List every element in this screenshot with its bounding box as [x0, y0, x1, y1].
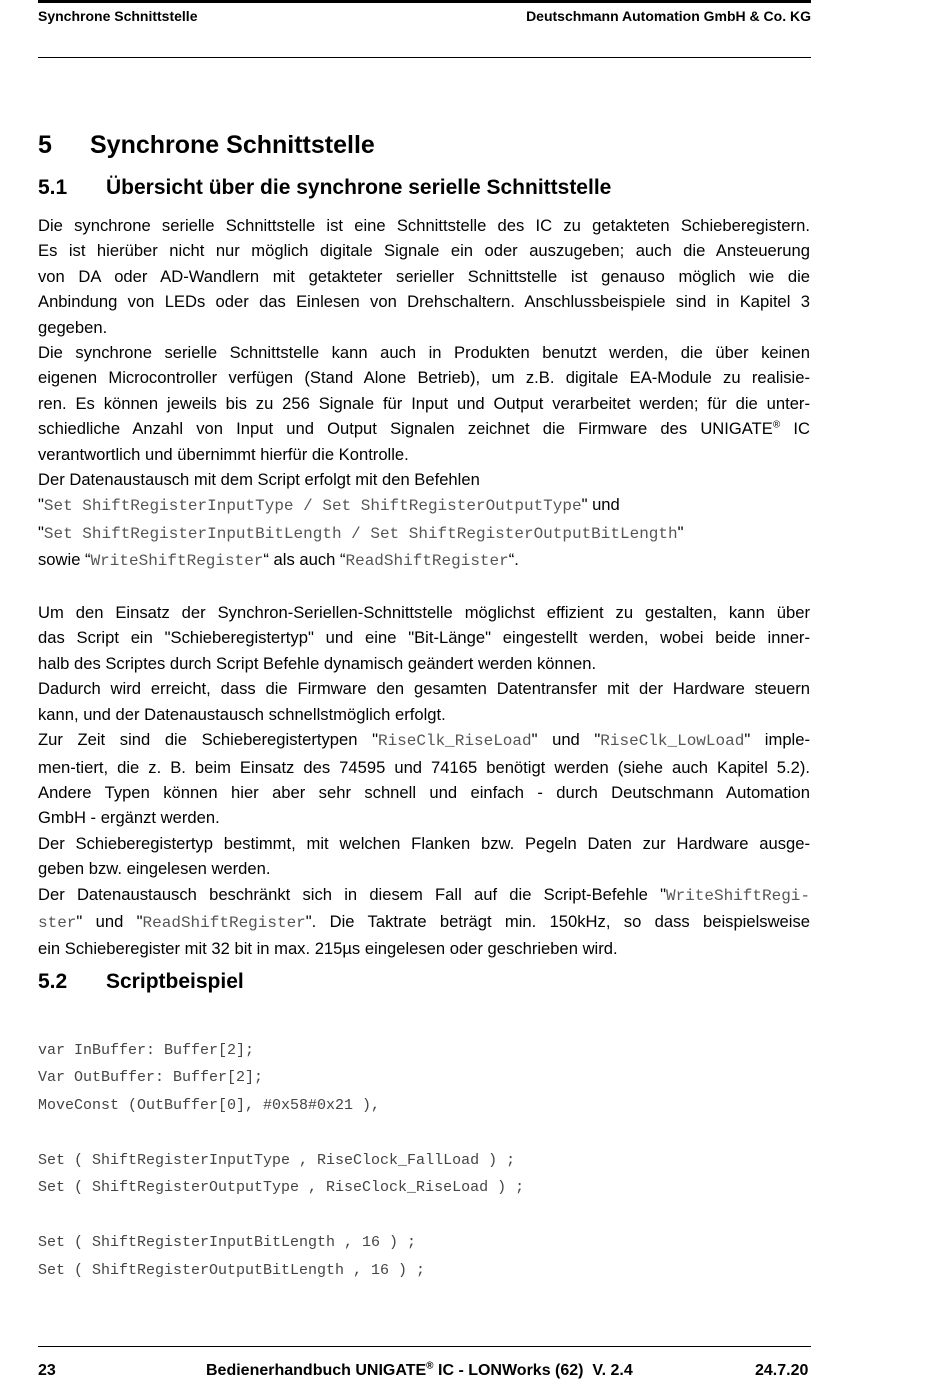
paragraph-line: von DA oder AD-Wandlern mit getakteter serieller Schnittstelle ist genauso möglich wie die	[38, 266, 810, 286]
header-top-bar	[38, 0, 811, 3]
paragraph-line: Der Datenaustausch mit dem Script erfolgt mit den Befehlen	[38, 470, 480, 490]
text-span: ". Die Taktrate beträgt min. 150kHz, so dass beispielsweise	[305, 911, 811, 931]
section-heading	[38, 131, 375, 160]
paragraph-line: verantwortlich und übernimmt hierfür die Kontrolle.	[38, 444, 409, 464]
text-span: Bedienerhandbuch UNIGATE	[206, 1362, 427, 1379]
inline-code: RiseClk_LowLoad	[600, 732, 745, 751]
paragraph-line	[38, 727, 810, 754]
paragraph-line: eigenen Microcontroller verfügen (Stand Alone Betrieb), um z.B. digitale EA-Module zu realisie-	[38, 368, 810, 388]
paragraph-line: ein Schieberegister mit 32 bit in max. 215µs eingelesen oder geschrieben wird.	[38, 939, 618, 959]
paragraph-line: Andere Typen können hier aber sehr schnell und einfach - durch Deutschmann Automation	[38, 782, 810, 802]
paragraph-line: ren. Es können jeweils bis zu 256 Signale für Input und Output verarbeitet werden; für die unter-	[38, 393, 810, 413]
paragraph-line: halb des Scriptes durch Script Befehle dynamisch geändert werden können.	[38, 653, 597, 673]
paragraph-line: Anbindung von LEDs oder das Einlesen von Drehschaltern. Anschlussbeispiele sind in Kapitel 3	[38, 292, 810, 312]
text-span: schiedliche Anzahl von Input und Output Signalen zeichnet die Firmware des UNIGATE	[38, 419, 773, 439]
inline-code: WriteShiftRegi-	[665, 886, 810, 905]
paragraph-line	[38, 909, 810, 936]
subsection-title: Scriptbeispiel	[106, 970, 244, 993]
text-span: und	[587, 495, 620, 515]
code-line	[38, 1119, 524, 1147]
text-span: .	[514, 550, 519, 570]
inline-code: Set ShiftRegisterInputBitLength / Set ShiftRegisterOutputBitLength	[43, 524, 678, 543]
paragraph-line: gegeben.	[38, 317, 108, 337]
text-span: " und "	[531, 730, 601, 750]
paragraph-line: Der Schieberegistertyp bestimmt, mit welchen Flanken bzw. Pegeln Daten zur Hardware ausge-	[38, 833, 810, 853]
paragraph-line: Es ist hierüber nicht nur möglich digitale Signale ein oder auszugeben; auch die Ansteuerung	[38, 241, 810, 261]
paragraph-line: das Script ein "Schieberegistertyp" und eine "Bit-Länge" eingestellt werden, wobei beide inner-	[38, 628, 810, 648]
section-title: Synchrone Schnittstelle	[90, 131, 375, 159]
paragraph-line: geben bzw. eingelesen werden.	[38, 859, 271, 879]
section-number: 5	[38, 131, 52, 159]
subsection-heading-5-2	[38, 970, 244, 994]
paragraph-gap	[38, 575, 810, 600]
inline-code: ReadShiftRegister	[142, 913, 306, 932]
code-line: Set ( ShiftRegisterInputType , RiseClock_FallLoad ) ;	[38, 1151, 516, 1169]
paragraph-line: Die synchrone serielle Schnittstelle ist eine Schnittstelle des IC zu getakteten Schieberegistern.	[38, 216, 810, 235]
subsection-title: Übersicht über die synchrone serielle Schnittstelle	[106, 176, 612, 199]
registered-mark: ®	[426, 1360, 434, 1372]
inline-code: WriteShiftRegister	[90, 552, 264, 571]
code-line: var InBuffer: Buffer[2];	[38, 1041, 255, 1059]
text-span: sowie	[38, 550, 86, 570]
inline-code: Set ShiftRegisterInputType / Set ShiftRegisterOutputType	[43, 497, 582, 516]
code-line: Set ( ShiftRegisterOutputType , RiseClock_RiseLoad ) ;	[38, 1179, 525, 1196]
paragraph-line: Um den Einsatz der Synchron-Seriellen-Schnittstelle möglichst effizient zu gestalten, kann über	[38, 603, 810, 623]
paragraph-line: kann, und der Datenaustausch schnellstmöglich erfolgt.	[38, 704, 446, 724]
paragraph-line: sowie “WriteShiftRegister“ als auch “ReadShiftRegister“.	[38, 550, 519, 571]
header-divider	[38, 57, 811, 58]
subsection-heading-5-1	[38, 176, 611, 200]
paragraph-line: Dadurch wird erreicht, dass die Firmware den gesamten Datentransfer mit der Hardware steuern	[38, 679, 810, 699]
text-span: " imple-	[744, 730, 810, 750]
footer-date: 24.7.20	[755, 1362, 809, 1379]
code-line	[38, 1202, 524, 1230]
subsection-number: 5.2	[38, 970, 68, 993]
header-company-name: Deutschmann Automation GmbH & Co. KG	[526, 8, 811, 24]
code-line: Set ( ShiftRegisterInputBitLength , 16 ) ;	[38, 1234, 417, 1251]
paragraph-line: "Set ShiftRegisterInputType / Set ShiftRegisterOutputType" und	[38, 495, 620, 516]
footer-manual-title	[206, 1362, 633, 1380]
code-line: MoveConst (OutBuffer[0], #0x58#0x21 ),	[38, 1096, 381, 1114]
header-chapter-title: Synchrone Schnittstelle	[38, 8, 198, 24]
registered-mark: ®	[772, 419, 781, 431]
text-span: Zur Zeit sind die Schieberegistertypen "	[38, 730, 378, 750]
body-text	[38, 213, 810, 962]
page-number: 23	[38, 1362, 56, 1379]
text-span: " und "	[76, 911, 143, 931]
paragraph-line: GmbH - ergänzt werden.	[38, 808, 220, 828]
inline-code: ReadShiftRegister	[345, 552, 509, 571]
text-span: als auch	[268, 550, 340, 570]
text-span: IC - LONWorks (62) V. 2.4	[433, 1362, 633, 1379]
subsection-number: 5.1	[38, 176, 68, 199]
code-line: Set ( ShiftRegisterOutputBitLength , 16 ) ;	[38, 1261, 426, 1279]
paragraph-line: Die synchrone serielle Schnittstelle kann auch in Produkten benutzt werden, die über keinen	[38, 343, 810, 363]
code-line: Var OutBuffer: Buffer[2];	[38, 1069, 264, 1086]
paragraph-line: "Set ShiftRegisterInputBitLength / Set ShiftRegisterOutputBitLength"	[38, 522, 684, 543]
footer-divider	[38, 1346, 811, 1347]
paragraph-line	[38, 882, 810, 909]
paragraph-line: men-tiert, die z. B. beim Einsatz des 74595 und 74165 benötigt werden (siehe auch Kapitel 5.2).	[38, 757, 810, 777]
inline-code: ster	[38, 913, 77, 932]
paragraph-line	[38, 416, 810, 441]
text-span: Der Datenaustausch beschränkt sich in diesem Fall auf die Script-Befehle "	[38, 884, 666, 904]
text-span: IC	[780, 419, 810, 439]
inline-code: RiseClk_RiseLoad	[377, 732, 532, 751]
script-code-block	[38, 1009, 524, 1312]
